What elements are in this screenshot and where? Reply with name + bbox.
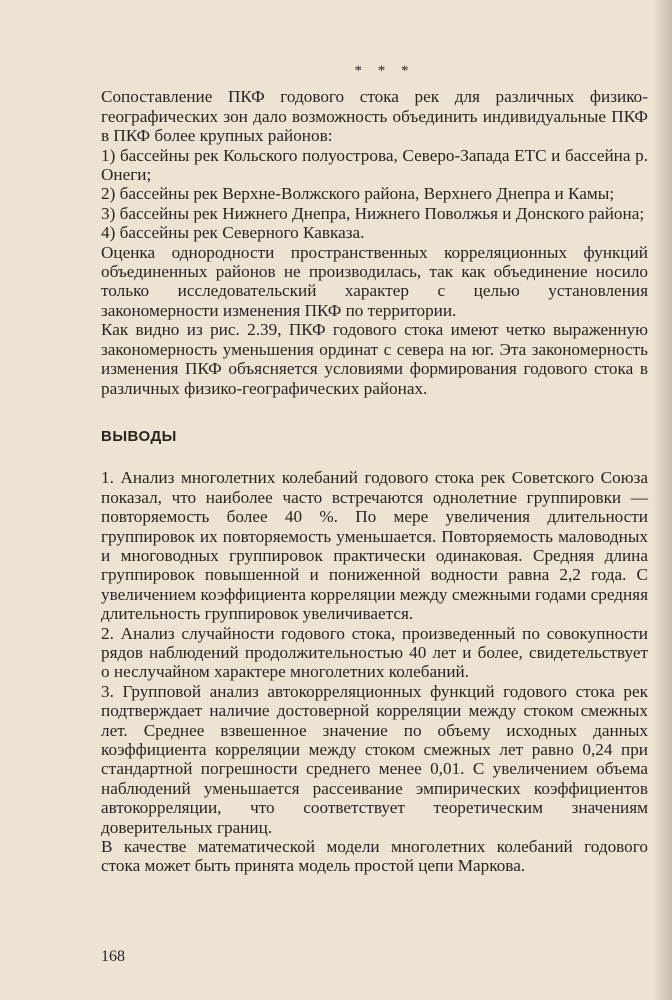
conclusion-item: 3. Групповой анализ автокорреляционных функций годового стока рек подтверждает наличие достоверной корреляции между стоком смежных лет. Среднее взвешенное значение по объему исходных данных коэффициента корреляции между стоком смежных лет равно 0,24 при стандартной погрешности среднего менее 0,01. С увеличением объема наблюдений уменьшается рассеивание эмпирических коэффициентов автокорреляции, что соответствует теоретическим значениям доверительных границ. <box>101 681 648 837</box>
conclusion-item: 2. Анализ случайности годового стока, произведенный по совокупности рядов наблюдений продолжительностью 40 лет и более, свидетельствует о неслучайном характере многолетних колебаний. <box>101 623 648 682</box>
paragraph: Оценка однородности пространственных корреляционных функций объединенных районов не производилась, так как объединение носило только исследовательский характер с целью установления закономерности изменения ПКФ по территории. <box>101 242 648 320</box>
page-text <box>101 62 648 876</box>
list-item: 1) бассейны рек Кольского полуострова, Северо-Запада ЕТС и бассейна р. Онеги; <box>101 145 648 185</box>
section-separator: * * * <box>354 63 415 79</box>
page-edge-shadow <box>652 0 672 1000</box>
list-item: 2) бассейны рек Верхне-Волжского района, Верхнего Днепра и Камы; <box>101 184 615 204</box>
conclusion-item: В качестве математической модели многолетних колебаний годового стока может быть принята модель простой цепи Маркова. <box>101 837 648 876</box>
page-number: 168 <box>101 948 125 965</box>
paragraph: Как видно из рис. 2.39, ПКФ годового стока имеют четко выраженную закономерность уменьшения ординат с севера на юг. Эта закономерность изменения ПКФ объясняется условиями формирования годового стока в различных физико-географических районах. <box>101 320 648 398</box>
section-heading: ВЫВОДЫ <box>101 427 177 445</box>
list-item: 4) бассейны рек Северного Кавказа. <box>101 223 365 243</box>
list-item: 3) бассейны рек Нижнего Днепра, Нижнего Поволжья и Донского района; <box>101 203 645 223</box>
paragraph: Сопоставление ПКФ годового стока рек для различных физико-географических зон дало возможность объединить индивидуальные ПКФ в ПКФ более крупных районов: <box>101 87 648 146</box>
conclusion-item: 1. Анализ многолетних колебаний годового стока рек Советского Союза показал, что наиболее часто встречаются однолетние группировки — повторяемость более 40 %. По мере увеличения длительности группировок их повторяемость уменьшается. Повторяемость маловодных и многоводных группировок практически одинаковая. Средняя длина группировок повышенной и пониженной водности равна 2,2 года. С увеличением коэффициента корреляции между смежными годами средняя длительность группировок увеличивается. <box>101 468 648 624</box>
